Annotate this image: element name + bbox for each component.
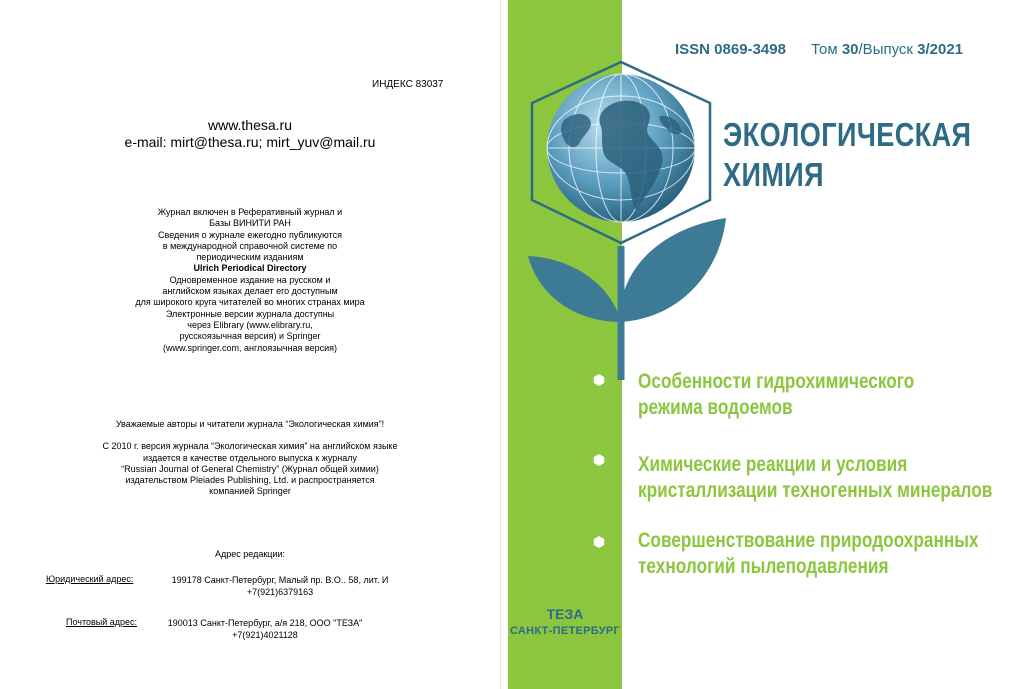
info-line: Электронные версии журнала доступны bbox=[165, 308, 335, 319]
hexagon-bullet-icon bbox=[593, 374, 605, 386]
info-line: Сведения о журнале ежегодно публикуются bbox=[158, 229, 342, 240]
topic-line: Химические реакции и условия bbox=[638, 453, 908, 476]
info-line: в международной справочной системе по bbox=[162, 240, 338, 251]
topic-item bbox=[638, 369, 914, 421]
issn-label: ISSN 0869-3498 bbox=[675, 41, 786, 58]
postal-address-label: Почтовый адрес: bbox=[66, 617, 138, 627]
notice-line: компанией Springer bbox=[209, 486, 291, 497]
left-leaf bbox=[528, 256, 621, 322]
postal-phone: +7(921)4021128 bbox=[232, 630, 298, 640]
issue-number: 3/2021 bbox=[917, 41, 964, 58]
hexagon-bullet-icon bbox=[593, 536, 605, 548]
right-leaf bbox=[621, 218, 726, 322]
info-line: через Elibrary (www.elibrary.ru, bbox=[187, 319, 313, 330]
globe-plant-logo bbox=[520, 60, 750, 380]
topic-line: Совершенствование природоохранных bbox=[638, 529, 979, 552]
legal-address bbox=[155, 574, 405, 598]
info-line: периодическим изданиям bbox=[196, 252, 304, 263]
topic-line: кристаллизации техногенных минералов bbox=[638, 479, 993, 502]
notice-line: издательством Pleiades Publishing, Ltd. и распространяется bbox=[125, 475, 375, 486]
volume-number: 30 bbox=[841, 41, 859, 58]
journal-title-line2: ХИМИЯ bbox=[723, 156, 824, 193]
journal-title-line1: ЭКОЛОГИЧЕСКАЯ bbox=[723, 116, 972, 153]
legal-address-label: Юридический адрес: bbox=[46, 574, 134, 584]
legal-address-line: 199178 Санкт-Петербург, Малый пр. В.О.. 58, лит. И bbox=[171, 575, 389, 585]
postal-address-line: 190013 Санкт-Петербург, а/я 218, ООО "ТЕЗА" bbox=[167, 618, 363, 628]
info-line: русскоязычная версия) и Springer bbox=[179, 331, 321, 342]
email-line: e-mail: mirt@thesa.ru; mirt_yuv@mail.ru bbox=[124, 134, 376, 150]
publisher-city: САНКТ-ПЕТЕРБУРГ bbox=[509, 625, 621, 637]
notice-line bbox=[90, 430, 410, 441]
index-label: ИНДЕКС 83037 bbox=[372, 79, 444, 90]
info-line: Журнал включен в Реферативный журнал и bbox=[157, 207, 343, 217]
topic-line: технологий пылеподавления bbox=[638, 555, 889, 578]
topic-item bbox=[638, 528, 979, 580]
notice-line: С 2010 г. версия журнала “Экологическая химия” на английском языке bbox=[102, 441, 398, 452]
notice-line: Уважаемые авторы и читатели журнала “Экологическая химия”! bbox=[115, 419, 385, 429]
website-link[interactable]: www.thesa.ru bbox=[207, 117, 293, 133]
info-line: Ulrich Periodical Directory bbox=[193, 263, 307, 274]
topic-line: режима водоемов bbox=[638, 396, 793, 419]
notice-line: “Russian Journal of General Chemistry” (Журнал общей химии) bbox=[121, 463, 379, 474]
issue-prefix: /Выпуск bbox=[858, 41, 918, 58]
info-line: Одновременное издание на русском и bbox=[169, 274, 331, 285]
topic-item bbox=[638, 452, 992, 504]
info-line: для широкого круга читателей во многих странах мира bbox=[135, 297, 365, 308]
info-line: (www.springer.com, англоязычная версия) bbox=[162, 342, 338, 353]
notice-block bbox=[90, 419, 410, 498]
journal-info-block bbox=[110, 207, 390, 354]
info-line: Базы ВИНИТИ РАН bbox=[209, 218, 291, 229]
info-line: английском языках делает его доступным bbox=[162, 286, 338, 297]
globe-icon bbox=[547, 74, 695, 222]
volume-issue bbox=[811, 41, 963, 58]
postal-address bbox=[155, 617, 375, 641]
topic-line: Особенности гидрохимического bbox=[638, 370, 915, 393]
address-title: Адрес редакции: bbox=[215, 549, 285, 559]
hexagon-bullet-icon bbox=[593, 454, 605, 466]
publisher-name: ТЕЗА bbox=[546, 606, 584, 622]
legal-phone: +7(921)6379163 bbox=[246, 587, 314, 597]
volume-prefix: Том bbox=[811, 41, 842, 58]
notice-line: издается в качестве отдельного выпуска к журналу bbox=[143, 452, 357, 463]
